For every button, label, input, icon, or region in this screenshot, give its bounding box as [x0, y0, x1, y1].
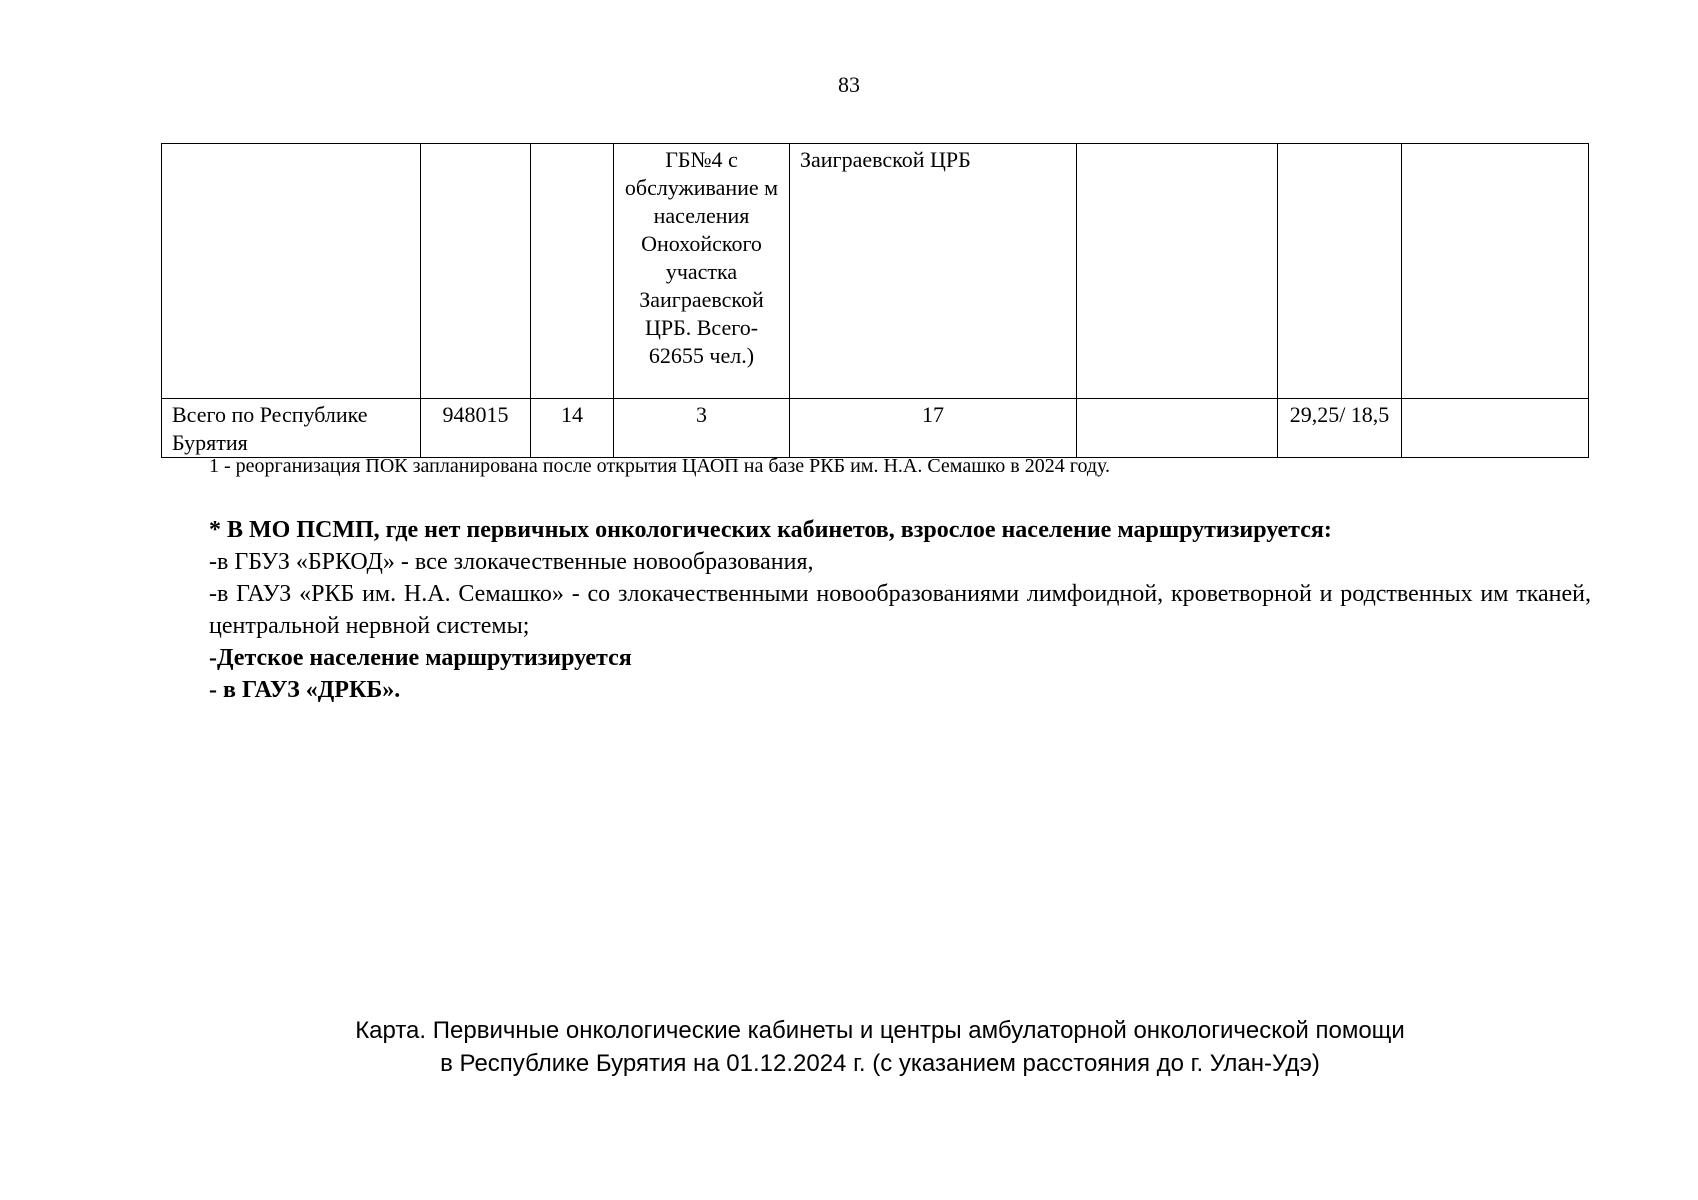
table-cell — [162, 144, 421, 399]
notes-children-item: - в ГАУЗ «ДРКБ». — [209, 677, 401, 703]
table-cell — [421, 144, 531, 399]
table-cell: 17 — [790, 399, 1077, 458]
table-cell: 948015 — [421, 399, 531, 458]
notes-item: -в ГАУЗ «РКБ им. Н.А. Семашко» - со злокачественными новообразованиями лимфоидной, кроветворной и родственных им тканей, центральной нервной системы; — [209, 581, 1591, 639]
table-row-total — [162, 399, 1589, 458]
data-table — [161, 143, 1589, 458]
table-cell — [1402, 144, 1589, 399]
table-cell-total-label: Всего по Республике Бурятия — [162, 399, 421, 458]
notes-children-heading: -Детское население маршрутизируется — [209, 645, 632, 671]
table-cell — [1402, 399, 1589, 458]
table-cell: 29,25/ 18,5 — [1278, 399, 1402, 458]
table-cell — [1077, 144, 1278, 399]
table-cell: ГБ№4 с обслуживание м населения Онохойского участка Заиграевской ЦРБ. Всего- 62655 чел.) — [614, 144, 790, 399]
table-cell — [531, 144, 614, 399]
notes-heading: * В МО ПСМП, где нет первичных онкологических кабинетов, взрослое население маршрутизируется: — [209, 517, 1332, 543]
notes-item: -в ГБУЗ «БРКОД» - все злокачественные новообразования, — [209, 549, 814, 575]
map-caption-line: Карта. Первичные онкологические кабинеты и центры амбулаторной онкологической помощи — [355, 1017, 1405, 1044]
map-caption-line: в Республике Бурятия на 01.12.2024 г. (с указанием расстояния до г. Улан-Удэ) — [440, 1050, 1320, 1077]
table-cell: 3 — [614, 399, 790, 458]
table-cell — [1278, 144, 1402, 399]
table-cell: 14 — [531, 399, 614, 458]
routing-notes — [209, 514, 1591, 706]
table-cell: Заиграевской ЦРБ — [790, 144, 1077, 399]
table-footnote: 1 - реорганизация ПОК запланирована после открытия ЦАОП на базе РКБ им. Н.А. Семашко в 2024 году. — [209, 455, 1111, 477]
table-row — [162, 144, 1589, 399]
map-caption — [0, 1014, 1698, 1080]
table-cell — [1077, 399, 1278, 458]
page-number: 83 — [838, 72, 860, 97]
